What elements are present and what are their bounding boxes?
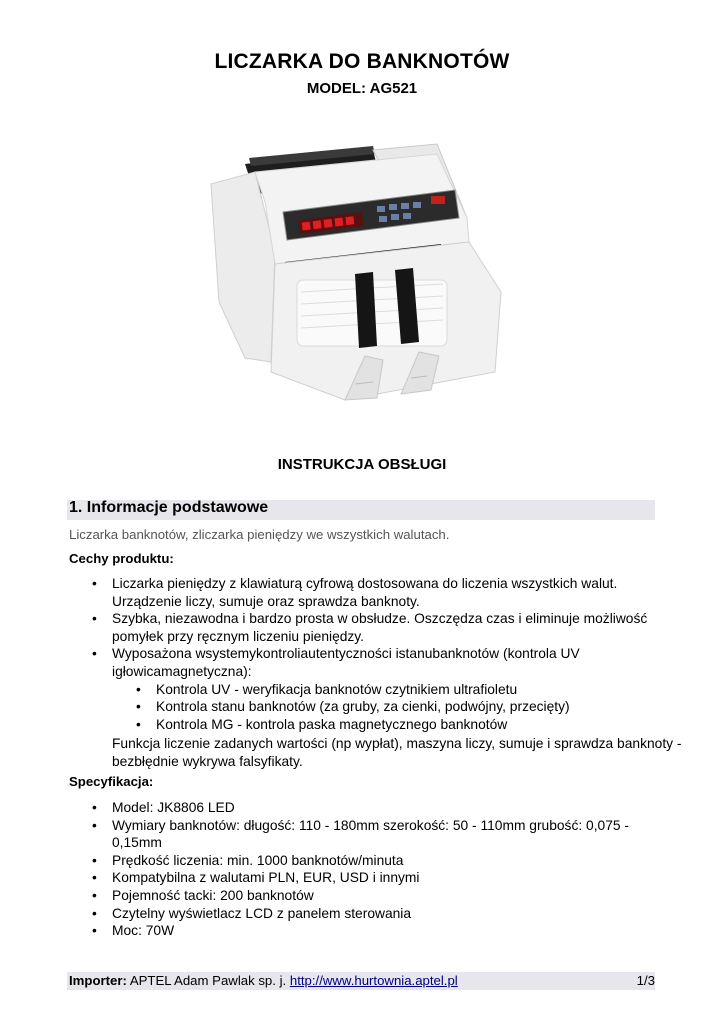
list-item: • Prędkość liczenia: min. 1000 banknotów/minuta: [92, 852, 662, 870]
list-item: • Kompatybilna z walutami PLN, EUR, USD i innymi: [92, 869, 662, 887]
footer: [69, 973, 655, 988]
manual-subtitle: INSTRUKCJA OBSŁUGI: [277, 456, 447, 473]
features-label: Cechy produktu:: [69, 551, 174, 566]
spec-label: Specyfikacja:: [69, 774, 154, 789]
list-item: • Model: JK8806 LED: [92, 799, 662, 817]
model-heading: MODEL: AG521: [306, 80, 418, 97]
list-item: • Szybka, niezawodna i bardzo prosta w obsłudze. Oszczędza czas i eliminuje możliwość pomyłek przy ręcznym liczeniu pieniędzy.: [92, 610, 662, 645]
list-item: • Pojemność tacki: 200 banknotów: [92, 887, 662, 905]
features-list: [92, 575, 662, 733]
list-item-text: Wyposażona wsystemykontroliautentyczności istanubanknotów (kontrola UV igłowicamagnetyczna):: [112, 646, 580, 679]
page-number: 1/3: [636, 973, 655, 988]
section-description: Liczarka banknotów, zliczarka pieniędzy we wszystkich walutach.: [69, 527, 450, 542]
importer-name: APTEL Adam Pawlak sp. j.: [129, 973, 287, 988]
sub-list-item: • Kontrola MG - kontrola paska magnetycznego banknotów: [136, 716, 662, 734]
list-item: • Moc: 70W: [92, 922, 662, 940]
document-title: LICZARKA DO BANKNOTÓW: [214, 50, 510, 73]
list-item: • Czytelny wyświetlacz LCD z panelem sterowania: [92, 905, 662, 923]
list-item: • Wymiary banknotów: długość: 110 - 180mm szerokość: 50 - 110mm grubość: 0,075 - 0,15mm: [92, 817, 662, 852]
spec-list: [92, 799, 662, 940]
website-link[interactable]: http://www.hurtownia.aptel.pl: [289, 973, 458, 988]
features-extra-text: Funkcja liczenie zadanych wartości (np wypłat), maszyna liczy, sumuje i sprawdza banknoty - bezbłędnie wykrywa falsyfikaty.: [112, 736, 682, 769]
importer-label: Importer:: [69, 973, 127, 988]
sub-features-list: [112, 681, 662, 734]
section-title: 1. Informacje podstawowe: [69, 499, 269, 516]
list-item: [92, 645, 662, 733]
banknote-counter-image: [205, 132, 525, 410]
sub-list-item: • Kontrola stanu banknotów (za gruby, za cienki, podwójny, przecięty): [136, 698, 662, 716]
list-item: • Liczarka pieniędzy z klawiaturą cyfrową dostosowana do liczenia wszystkich walut. Urządzenie liczy, sumuje oraz sprawdza banknoty.: [92, 575, 662, 610]
sub-list-item: • Kontrola UV - weryfikacja banknotów czytnikiem ultrafioletu: [136, 681, 662, 699]
